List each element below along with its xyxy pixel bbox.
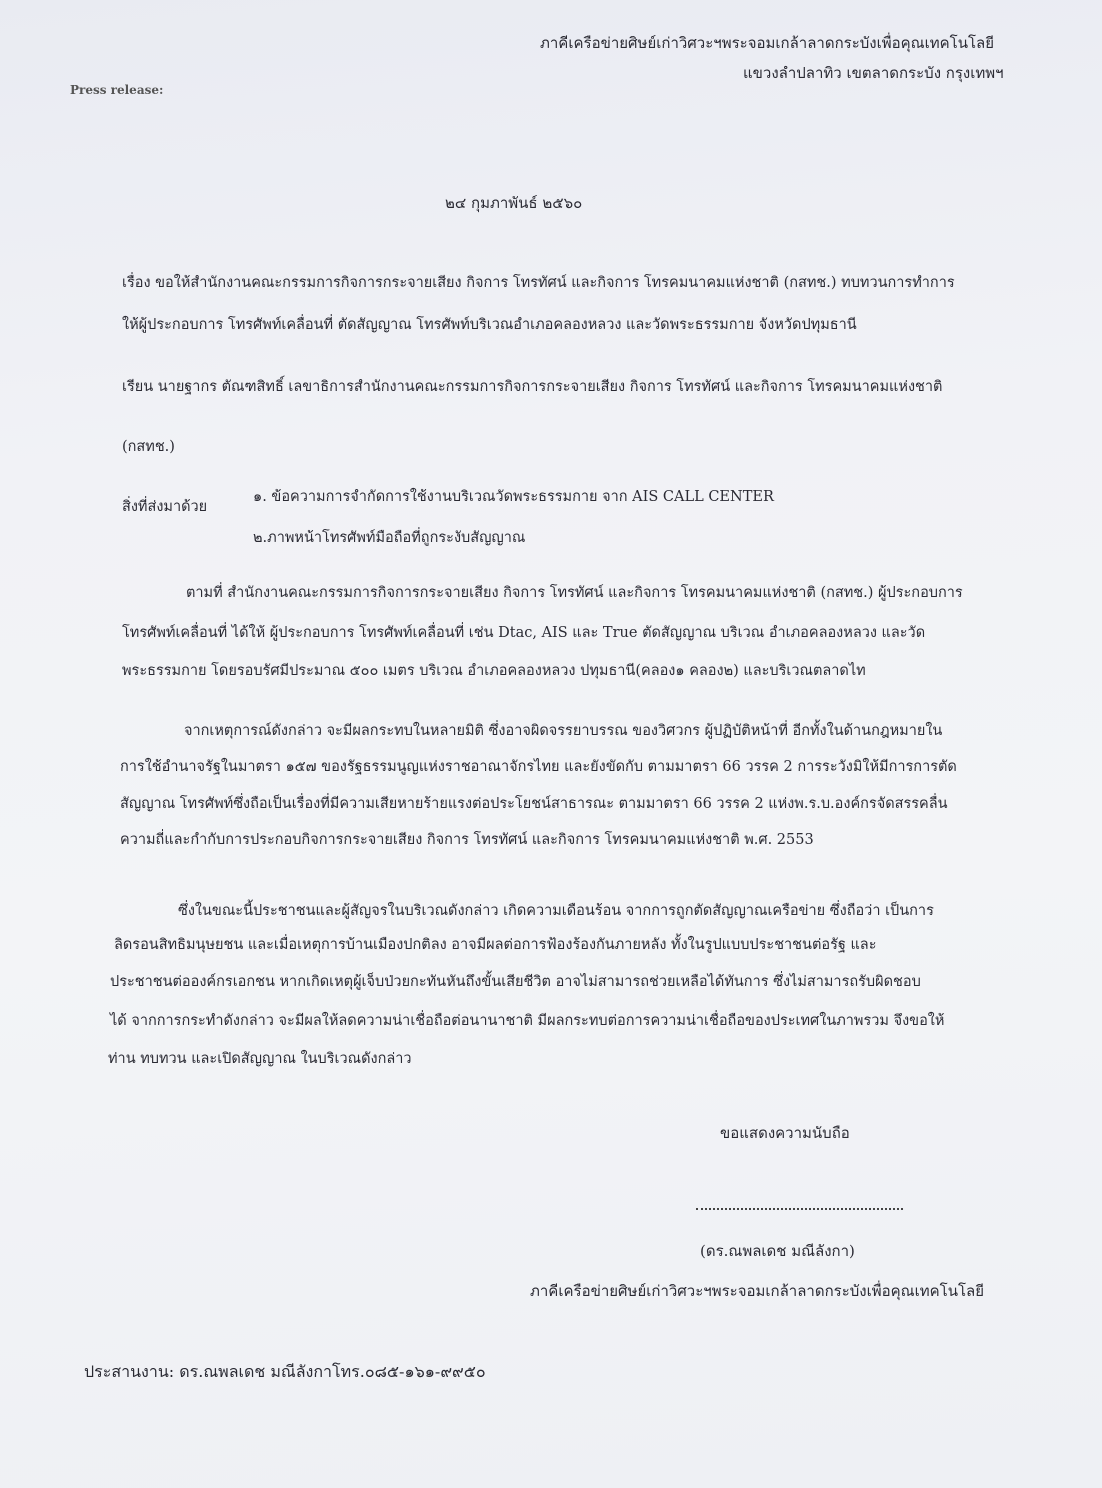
sender-address: แขวงลำปลาทิว เขตลาดกระบัง กรุงเทพฯ	[743, 64, 1004, 82]
subject-line-2: ให้ผู้ประกอบการ โทรศัพท์เคลื่อนที่ ตัดสัญญาณ โทรศัพท์บริเวณอำเภอคลองหลวง และวัดพระธรรมกาย จังหวัดปทุมธานี	[122, 317, 857, 333]
attachment-item-1: ๑. ข้อความการจำกัดการใช้งานบริเวณวัดพระธรรมกาย จาก AIS CALL CENTER	[253, 489, 774, 505]
paragraph1-line-1: ตามที่ สำนักงานคณะกรรมการกิจการกระจายเสียง กิจการ โทรทัศน์ และกิจการ โทรคมนาคมแห่งชาติ (กสทช.) ผู้ประกอบการ	[186, 585, 963, 601]
signer-organization: ภาคีเครือข่ายศิษย์เก่าวิศวะฯพระจอมเกล้าลาดกระบังเพื่อคุณเทคโนโลยี	[530, 1282, 984, 1300]
paragraph1-line-2: โทรศัพท์เคลื่อนที่ ได้ให้ ผู้ประกอบการ โทรศัพท์เคลื่อนที่ เช่น Dtac, AIS และ True ตัดสัญญาณ บริเวณ อำเภอคลองหลวง และวัด	[122, 625, 926, 641]
paragraph1-line-3: พระธรรมกาย โดยรอบรัศมีประมาณ ๕๐๐ เมตร บริเวณ อำเภอคลองหลวง ปทุมธานี(คลอง๑ คลอง๒) และบริเวณตลาดไท	[122, 663, 866, 679]
letter-date: ๒๔ กุมภาพันธ์ ๒๕๖๐	[445, 194, 583, 212]
closing-salutation: ขอแสดงความนับถือ	[720, 1124, 850, 1142]
paragraph3-line-2: ลิดรอนสิทธิมนุษยชน และเมื่อเหตุการบ้านเมืองปกติลง อาจมีผลต่อการฟ้องร้องกันภายหลัง ทั้งในรูปแบบประชาชนต่อรัฐ และ	[114, 937, 877, 953]
paragraph3-line-1: ซึ่งในขณะนี้ประชาชนและผู้สัญจรในบริเวณดังกล่าว เกิดความเดือนร้อน จากการถูกตัดสัญญาณเครือข่าย ซึ่งถือว่า เป็นการ	[178, 903, 934, 919]
recipient-line-1: เรียน นายฐากร ตัณฑสิทธิ์ เลขาธิการสำนักงานคณะกรรมการกิจการกระจายเสียง กิจการ โทรทัศน์ และกิจการ โทรคมนาคมแห่งชาติ	[122, 379, 943, 395]
sender-organization: ภาคีเครือข่ายศิษย์เก่าวิศวะฯพระจอมเกล้าลาดกระบังเพื่อคุณเทคโนโลยี	[540, 34, 994, 52]
paragraph2-line-2: การใช้อำนาจรัฐในมาตรา ๑๕๗ ของรัฐธรรมนูญแห่งราชอาณาจักรไทย และยังขัดกับ ตามมาตรา 66 วรรค 2 การระวังมิให้มีการการตัด	[120, 759, 957, 775]
paragraph2-line-3: สัญญาณ โทรศัพท์ซึ่งถือเป็นเรื่องที่มีความเสียหายร้ายแรงต่อประโยชน์สาธารณะ ตามมาตรา 66 วรรค 2 แห่งพ.ร.บ.องค์กรจัดสรรคลื่น	[120, 796, 948, 812]
press-release-label: Press release:	[70, 83, 164, 97]
signature-line	[696, 1208, 903, 1210]
paragraph2-line-1: จากเหตุการณ์ดังกล่าว จะมีผลกระทบในหลายมิติ ซึ่งอาจผิดจรรยาบรรณ ของวิศวกร ผู้ปฏิบัติหน้าที่ อีกทั้งในด้านกฎหมายใน	[184, 723, 943, 739]
subject-line-1: เรื่อง ขอให้สำนักงานคณะกรรมการกิจการกระจายเสียง กิจการ โทรทัศน์ และกิจการ โทรคมนาคมแห่งชาติ (กสทช.) ทบทวนการทำการ	[122, 275, 955, 291]
paragraph3-line-4: ได้ จากการกระทำดังกล่าว จะมีผลให้ลดความน่าเชื่อถือต่อนานาชาติ มีผลกระทบต่อการความน่าเชื่อถือของประเทศในภาพรวม จึงขอให้	[110, 1013, 945, 1029]
attachments-label: สิ่งที่ส่งมาด้วย	[122, 499, 208, 515]
paragraph2-line-4: ความถี่และกำกับการประกอบกิจการกระจายเสียง กิจการ โทรทัศน์ และกิจการ โทรคมนาคมแห่งชาติ พ.ศ. 2553	[120, 832, 814, 848]
contact-info: ประสานงาน: ดร.ณพลเดช มณีลังกาโทร.๐๘๕-๑๖๑-๙๙๕๐	[84, 1362, 486, 1381]
attachment-item-2: ๒.ภาพหน้าโทรศัพท์มือถือที่ถูกระงับสัญญาณ	[253, 530, 526, 546]
paragraph3-line-5: ท่าน ทบทวน และเปิดสัญญาณ ในบริเวณดังกล่าว	[108, 1051, 412, 1067]
signer-name: (ดร.ณพลเดช มณีลังกา)	[700, 1242, 855, 1260]
recipient-line-2: (กสทช.)	[122, 439, 175, 455]
paragraph3-line-3: ประชาชนต่อองค์กรเอกชน หากเกิดเหตุผู้เจ็บป่วยกะทันหันถึงขั้นเสียชีวิต อาจไม่สามารถช่วยเหลือได้ทันการ ซึ่งไม่สามารถรับผิดชอบ	[110, 974, 921, 990]
